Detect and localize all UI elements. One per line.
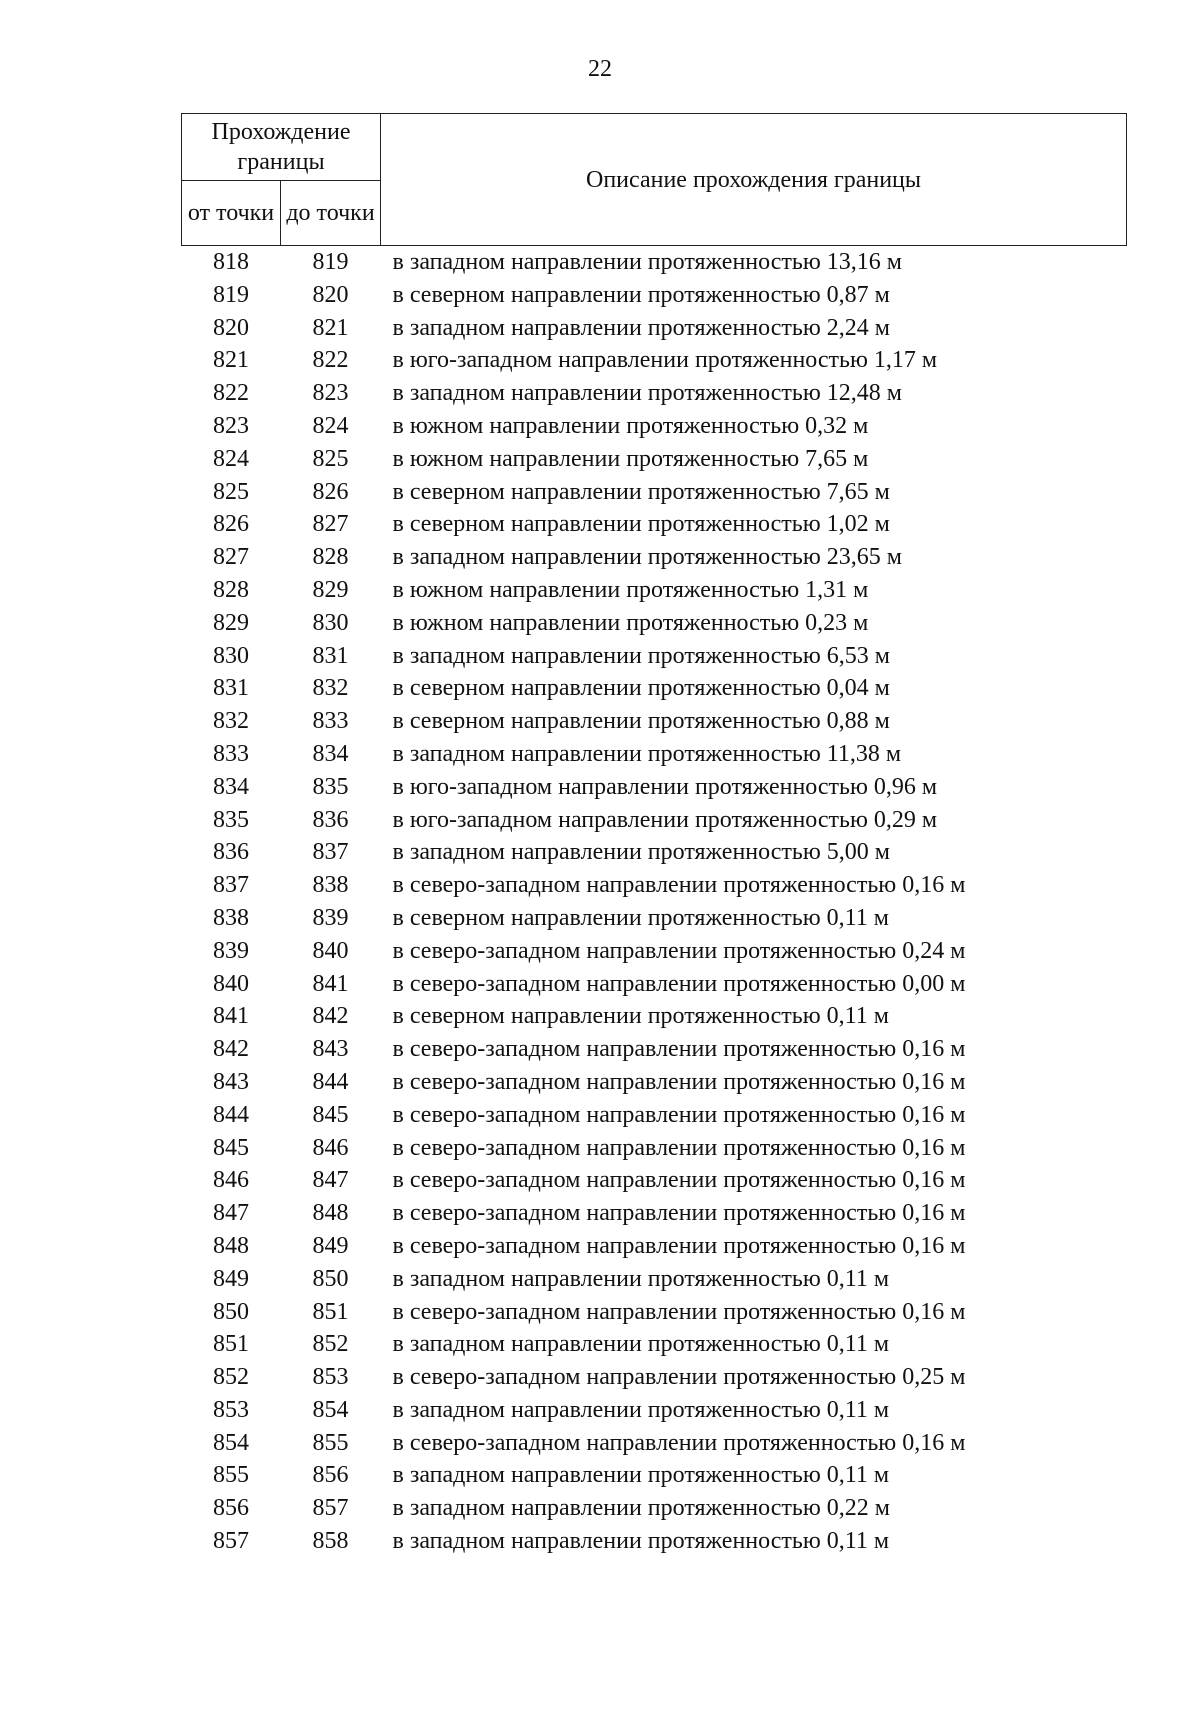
boundary-table [181, 113, 1127, 1558]
to-point-cell: 856 [312, 1462, 349, 1489]
table-row [182, 1033, 1127, 1066]
from-point-cell: 842 [213, 1036, 249, 1063]
description-cell: в западном направлении протяженностью 13,16 м [392, 249, 902, 275]
to-point-cell: 823 [312, 380, 349, 407]
table-row [182, 869, 1127, 902]
description-cell: в северном направлении протяженностью 0,11 м [392, 1003, 889, 1030]
description-cell: в юго-западном направлении протяженностью 1,17 м [392, 347, 938, 374]
description-cell: в северо-западном направлении протяженностью 0,16 м [392, 872, 966, 899]
to-point-cell: 827 [312, 511, 349, 538]
to-point-cell: 855 [312, 1429, 349, 1456]
description-cell: в северо-западном направлении протяженностью 0,16 м [392, 1134, 966, 1161]
to-point-cell: 832 [312, 675, 349, 702]
from-point-cell: 857 [213, 1528, 249, 1555]
page-number: 22 [588, 56, 612, 82]
to-point-cell: 847 [312, 1167, 349, 1194]
table-row [182, 1328, 1127, 1361]
to-point-cell: 835 [312, 773, 349, 800]
to-point-cell: 828 [312, 544, 349, 571]
to-point-cell: 831 [312, 642, 349, 669]
to-point-cell: 843 [312, 1036, 349, 1063]
from-point-cell: 835 [213, 806, 249, 833]
table-header [182, 114, 1127, 246]
description-cell: в северном направлении протяженностью 0,87 м [392, 281, 890, 308]
description-cell: в северо-западном направлении протяженностью 0,25 м [392, 1364, 966, 1391]
table-row [182, 1000, 1127, 1033]
table-row [182, 968, 1127, 1001]
from-point-cell: 829 [213, 609, 249, 636]
table-row [182, 476, 1127, 509]
description-cell: в южном направлении протяженностью 0,32 м [392, 412, 869, 439]
header-from-point: от точки [182, 181, 281, 246]
to-point-cell: 830 [312, 609, 349, 636]
from-point-cell: 855 [213, 1462, 249, 1489]
to-point-cell: 842 [312, 1003, 349, 1030]
table-row [182, 1427, 1127, 1460]
table-row [182, 1230, 1127, 1263]
to-point-cell: 858 [312, 1528, 349, 1555]
to-point-cell: 840 [312, 937, 349, 964]
from-point-cell: 825 [213, 478, 249, 505]
description-cell: в северо-западном направлении протяженностью 0,16 м [392, 1200, 966, 1227]
to-point-cell: 824 [312, 412, 349, 439]
from-point-cell: 849 [213, 1265, 249, 1292]
description-cell: в западном направлении протяженностью 0,11 м [392, 1528, 890, 1555]
to-point-cell: 848 [312, 1200, 349, 1227]
table-row [182, 1263, 1127, 1296]
description-cell: в западном направлении протяженностью 11,38 м [392, 740, 902, 767]
to-point-cell: 845 [312, 1101, 349, 1128]
description-cell: в юго-западном направлении протяженностью 0,96 м [392, 773, 938, 800]
table-row [182, 574, 1127, 607]
to-point-cell: 850 [312, 1265, 349, 1292]
table-body [182, 246, 1127, 1558]
to-point-cell: 822 [312, 347, 349, 374]
table-row [182, 935, 1127, 968]
table-row [182, 1197, 1127, 1230]
description-cell: в западном направлении протяженностью 23,65 м [392, 544, 902, 571]
header-description: Описание прохождения границы [381, 114, 1127, 246]
description-cell: в северо-западном направлении протяженностью 0,16 м [392, 1298, 966, 1325]
to-point-cell: 836 [312, 806, 349, 833]
table-row [182, 1361, 1127, 1394]
to-point-cell: 820 [312, 281, 349, 308]
description-cell: в западном направлении протяженностью 0,11 м [392, 1331, 890, 1358]
from-point-cell: 828 [213, 576, 249, 603]
description-cell: в западном направлении протяженностью 0,11 м [392, 1462, 890, 1489]
description-cell: в северном направлении протяженностью 7,65 м [392, 478, 890, 505]
to-point-cell: 846 [312, 1134, 349, 1161]
table-row [182, 541, 1127, 574]
to-point-cell: 841 [312, 970, 349, 997]
description-cell: в западном направлении протяженностью 0,11 м [392, 1396, 890, 1423]
table-row [182, 836, 1127, 869]
table-row [182, 1492, 1127, 1525]
table-row [182, 246, 1127, 279]
table-row [182, 1099, 1127, 1132]
to-point-cell: 829 [312, 576, 349, 603]
from-point-cell: 833 [213, 740, 249, 767]
from-point-cell: 839 [213, 937, 249, 964]
from-point-cell: 847 [213, 1200, 249, 1227]
to-point-cell: 849 [312, 1232, 349, 1259]
description-cell: в западном направлении протяженностью 2,24 м [392, 314, 890, 341]
table-row [182, 672, 1127, 705]
from-point-cell: 840 [213, 970, 249, 997]
description-cell: в южном направлении протяженностью 1,31 м [392, 576, 869, 603]
table-row [182, 640, 1127, 673]
to-point-cell: 825 [312, 445, 349, 472]
description-cell: в северо-западном направлении протяженностью 0,24 м [392, 937, 966, 964]
table-row [182, 508, 1127, 541]
to-point-cell: 853 [312, 1364, 349, 1391]
from-point-cell: 843 [213, 1068, 249, 1095]
to-point-cell: 854 [312, 1396, 349, 1423]
description-cell: в западном направлении протяженностью 5,00 м [392, 839, 890, 866]
from-point-cell: 834 [213, 773, 249, 800]
description-cell: в западном направлении протяженностью 0,22 м [392, 1495, 890, 1522]
from-point-cell: 845 [213, 1134, 249, 1161]
from-point-cell: 818 [213, 249, 249, 275]
header-to-point: до точки [281, 181, 381, 246]
to-point-cell: 857 [312, 1495, 349, 1522]
description-cell: в северном направлении протяженностью 0,88 м [392, 708, 890, 735]
description-cell: в северном направлении протяженностью 0,11 м [392, 904, 889, 931]
description-cell: в западном направлении протяженностью 6,53 м [392, 642, 890, 669]
from-point-cell: 850 [213, 1298, 249, 1325]
from-point-cell: 826 [213, 511, 249, 538]
to-point-cell: 821 [312, 314, 349, 341]
description-cell: в северо-западном направлении протяженностью 0,16 м [392, 1232, 966, 1259]
description-cell: в западном направлении протяженностью 0,11 м [392, 1265, 890, 1292]
to-point-cell: 852 [312, 1331, 349, 1358]
from-point-cell: 832 [213, 708, 249, 735]
to-point-cell: 834 [312, 740, 349, 767]
description-cell: в северо-западном направлении протяженностью 0,16 м [392, 1429, 966, 1456]
from-point-cell: 856 [213, 1495, 249, 1522]
table-row [182, 410, 1127, 443]
table-row [182, 344, 1127, 377]
description-cell: в северо-западном направлении протяженностью 0,16 м [392, 1101, 966, 1128]
table-row [182, 1296, 1127, 1329]
from-point-cell: 844 [213, 1101, 249, 1128]
description-cell: в южном направлении протяженностью 0,23 м [392, 609, 869, 636]
to-point-cell: 833 [312, 708, 349, 735]
header-boundary-passage: Прохождение границы [182, 114, 381, 181]
table-row [182, 1394, 1127, 1427]
from-point-cell: 846 [213, 1167, 249, 1194]
from-point-cell: 841 [213, 1003, 249, 1030]
from-point-cell: 838 [213, 904, 249, 931]
table-row [182, 1066, 1127, 1099]
table-row [182, 1132, 1127, 1165]
from-point-cell: 824 [213, 445, 249, 472]
from-point-cell: 819 [213, 281, 249, 308]
from-point-cell: 848 [213, 1232, 249, 1259]
from-point-cell: 827 [213, 544, 249, 571]
description-cell: в северо-западном направлении протяженностью 0,16 м [392, 1167, 966, 1194]
description-cell: в северо-западном направлении протяженностью 0,16 м [392, 1068, 966, 1095]
to-point-cell: 844 [312, 1068, 349, 1095]
from-point-cell: 854 [213, 1429, 249, 1456]
table-row [182, 279, 1127, 312]
table-row [182, 705, 1127, 738]
description-cell: в юго-западном направлении протяженностью 0,29 м [392, 806, 938, 833]
to-point-cell: 837 [312, 839, 349, 866]
table-row [182, 607, 1127, 640]
description-cell: в северо-западном направлении протяженностью 0,16 м [392, 1036, 966, 1063]
description-cell: в северном направлении протяженностью 0,04 м [392, 675, 890, 702]
from-point-cell: 822 [213, 380, 249, 407]
table-row [182, 738, 1127, 771]
from-point-cell: 831 [213, 675, 249, 702]
description-cell: в северном направлении протяженностью 1,02 м [392, 511, 890, 538]
table-row [182, 377, 1127, 410]
from-point-cell: 836 [213, 839, 249, 866]
to-point-cell: 838 [312, 872, 349, 899]
from-point-cell: 821 [213, 347, 249, 374]
from-point-cell: 820 [213, 314, 249, 341]
to-point-cell: 851 [312, 1298, 349, 1325]
to-point-cell: 826 [312, 478, 349, 505]
from-point-cell: 830 [213, 642, 249, 669]
table-row [182, 443, 1127, 476]
from-point-cell: 837 [213, 872, 249, 899]
table-row [182, 804, 1127, 837]
table-row [182, 771, 1127, 804]
description-cell: в южном направлении протяженностью 7,65 м [392, 445, 869, 472]
from-point-cell: 852 [213, 1364, 249, 1391]
to-point-cell: 839 [312, 904, 349, 931]
table-row [182, 1459, 1127, 1492]
from-point-cell: 853 [213, 1396, 249, 1423]
description-cell: в северо-западном направлении протяженностью 0,00 м [392, 970, 966, 997]
table-row [182, 312, 1127, 345]
to-point-cell: 819 [312, 249, 349, 275]
description-cell: в западном направлении протяженностью 12,48 м [392, 380, 902, 407]
table-row [182, 1164, 1127, 1197]
from-point-cell: 851 [213, 1331, 249, 1358]
table-row [182, 1525, 1127, 1558]
table-row [182, 902, 1127, 935]
from-point-cell: 823 [213, 412, 249, 439]
